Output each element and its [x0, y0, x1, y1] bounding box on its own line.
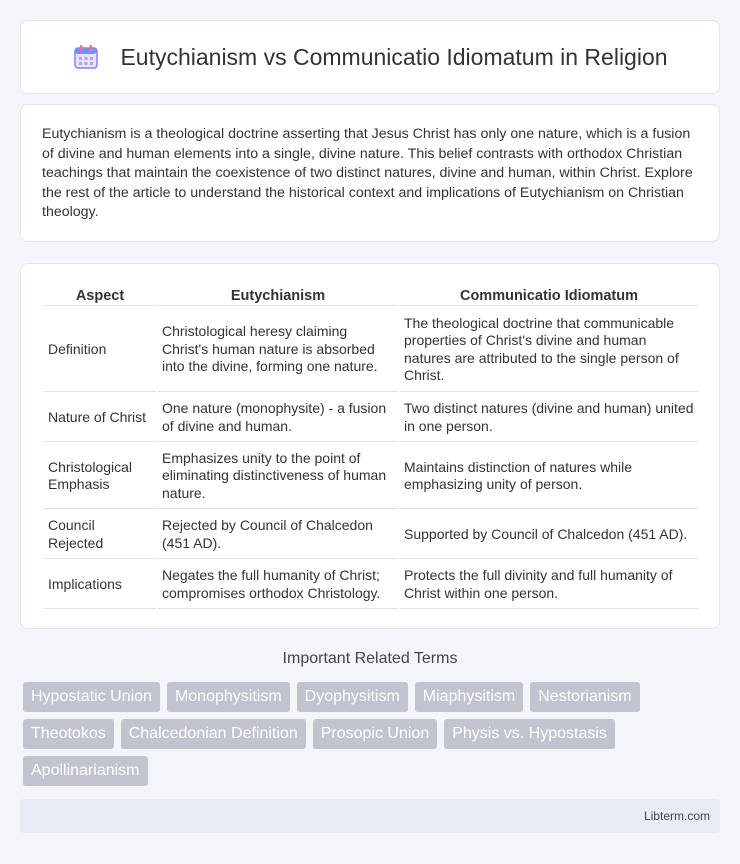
term-tag[interactable]: Chalcedonian Definition	[121, 719, 306, 749]
header-communicatio: Communicatio Idiomatum	[400, 284, 698, 306]
term-tag[interactable]: Monophysitism	[167, 682, 290, 712]
row-aspect: Christological Emphasis	[44, 444, 156, 509]
row-communicatio: Two distinct natures (divine and human) united in one person.	[400, 394, 698, 442]
table-row	[44, 308, 698, 392]
comparison-table	[42, 282, 700, 611]
term-tag[interactable]: Nestorianism	[530, 682, 639, 712]
header-eutychianism: Eutychianism	[158, 284, 398, 306]
row-eutychianism: Negates the full humanity of Christ; compromises orthodox Christology.	[158, 561, 398, 609]
table-row	[44, 511, 698, 559]
row-aspect: Definition	[44, 308, 156, 392]
term-tag[interactable]: Dyophysitism	[297, 682, 408, 712]
term-tag[interactable]: Prosopic Union	[313, 719, 438, 749]
row-aspect: Council Rejected	[44, 511, 156, 559]
intro-card	[20, 104, 720, 242]
term-tag[interactable]: Apollinarianism	[23, 756, 148, 786]
table-header-row	[44, 284, 698, 306]
term-tag[interactable]: Physis vs. Hypostasis	[444, 719, 615, 749]
term-tag[interactable]: Theotokos	[23, 719, 114, 749]
row-communicatio: Supported by Council of Chalcedon (451 AD).	[400, 511, 698, 559]
term-tag[interactable]: Miaphysitism	[415, 682, 523, 712]
row-communicatio: Protects the full divinity and full humanity of Christ within one person.	[400, 561, 698, 609]
row-eutychianism: Christological heresy claiming Christ's human nature is absorbed into the divine, forming one nature.	[158, 308, 398, 392]
intro-paragraph: Eutychianism is a theological doctrine asserting that Jesus Christ has only one nature, which is a fusion of divine and human elements into a single, divine nature. This belief contrasts with orthodox Christian teachings that maintain the coexistence of two distinct natures, divine and human, within Christ. Explore the rest of the article to understand the historical context and implications of Eutychianism on Christian theology.	[42, 126, 693, 221]
page-title: Eutychianism vs Communicatio Idiomatum in Religion	[120, 43, 668, 70]
calendar-icon	[72, 43, 100, 71]
row-eutychianism: Rejected by Council of Chalcedon (451 AD).	[158, 511, 398, 559]
row-eutychianism: Emphasizes unity to the point of eliminating distinctiveness of human nature.	[158, 444, 398, 509]
footer-site-link[interactable]: Libterm.com	[643, 809, 710, 823]
table-row	[44, 444, 698, 509]
table-row	[44, 394, 698, 442]
row-aspect: Nature of Christ	[44, 394, 156, 442]
comparison-card	[20, 263, 720, 629]
footer	[20, 799, 720, 833]
row-communicatio: Maintains distinction of natures while emphasizing unity of person.	[400, 444, 698, 509]
related-terms-heading: Important Related Terms	[282, 650, 458, 667]
related-terms-list	[23, 682, 723, 793]
header-aspect: Aspect	[44, 284, 156, 306]
term-tag[interactable]: Hypostatic Union	[23, 682, 160, 712]
table-row	[44, 561, 698, 609]
row-aspect: Implications	[44, 561, 156, 609]
row-communicatio: The theological doctrine that communicable properties of Christ's divine and human natures are attributed to the single person of Christ.	[400, 308, 698, 392]
title-card	[20, 20, 720, 94]
row-eutychianism: One nature (monophysite) - a fusion of divine and human.	[158, 394, 398, 442]
